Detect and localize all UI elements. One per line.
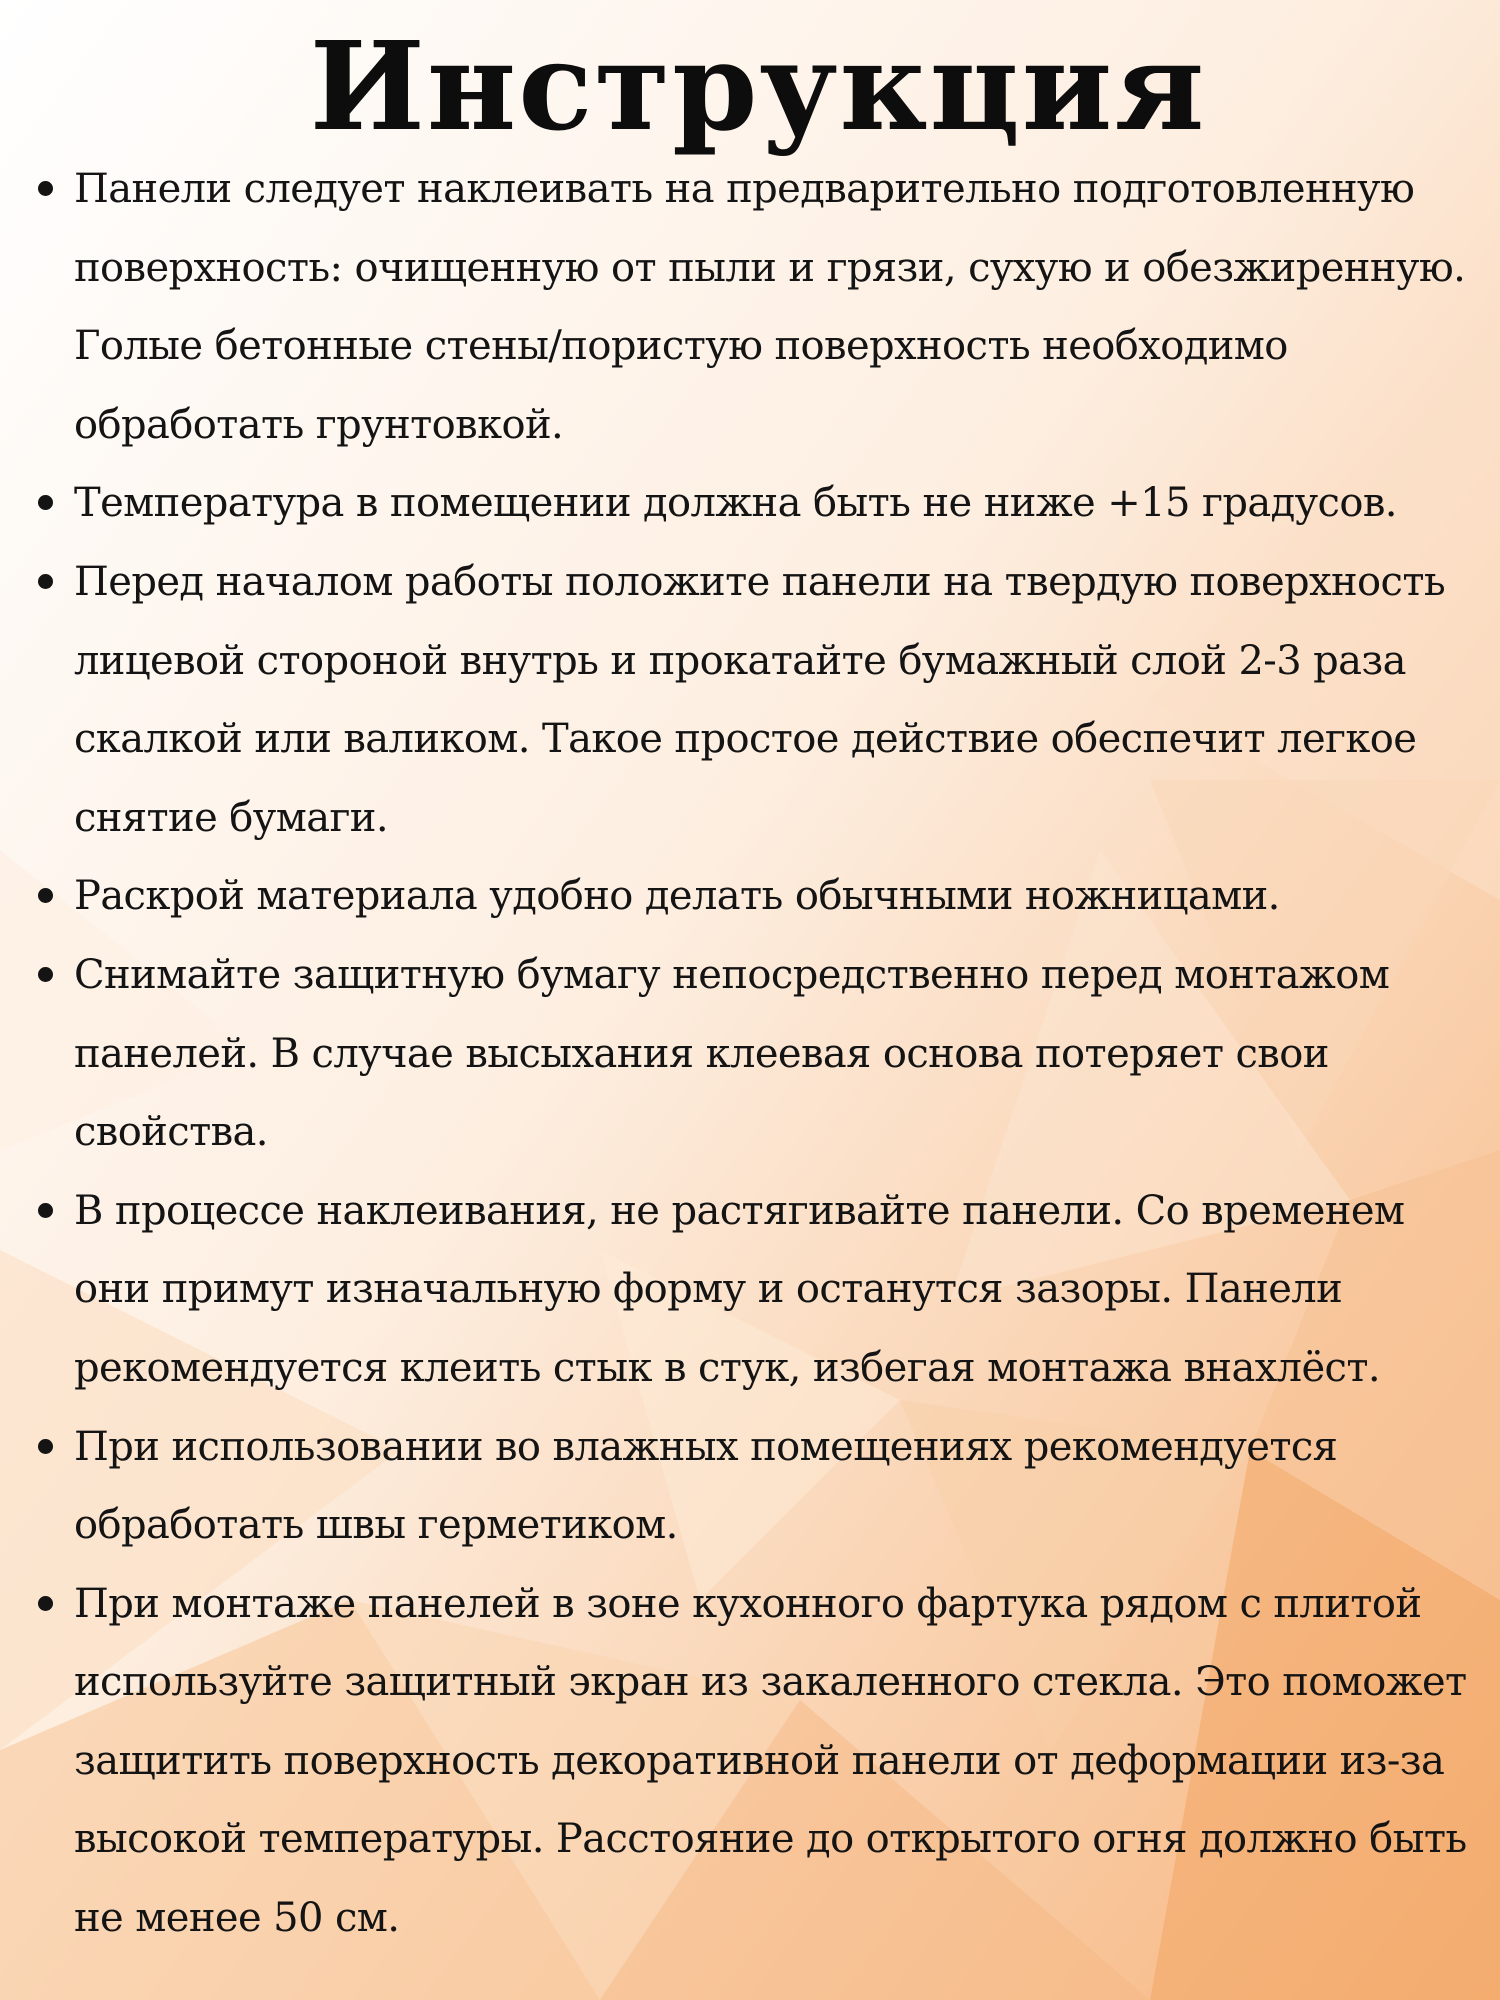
list-item-text: Раскрой материала удобно делать обычными ножницами. [74,873,1280,920]
bullet-icon [38,1596,53,1611]
list-item [32,1172,1484,1408]
list-item-text: Панели следует наклеивать на предварительно подготовленную поверхность: очищенную от пыли и грязи, сухую и обезжиренную. Голые бетонные стены/пористую поверхность необходимо обработать грунтовкой. [74,166,1466,448]
bullet-icon [38,1203,53,1218]
bullet-icon [38,888,53,903]
instruction-list [32,150,1484,1958]
bullet-icon [38,967,53,982]
list-item [32,857,1484,936]
list-item-text: Снимайте защитную бумагу непосредственно перед монтажом панелей. В случае высыхания клеевая основа потеряет свои свойства. [74,951,1390,1156]
bullet-icon [38,574,53,589]
page-title: Инструкция [309,14,1207,158]
list-item [32,150,1484,464]
list-item-text: Перед началом работы положите панели на твердую поверхность лицевой стороной внутрь и прокатайте бумажный слой 2-3 раза скалкой или валиком. Такое простое действие обеспечит легкое снятие бумаги. [74,558,1446,841]
list-item-text: В процессе наклеивания, не растягивайте панели. Со временем они примут изначальную форму и останутся зазоры. Панели рекомендуется клеить стык в стук, избегая монтажа внахлёст. [74,1187,1405,1391]
list-item [32,936,1484,1172]
list-item-text: Температура в помещении должна быть не ниже +15 градусов. [74,480,1397,527]
list-item [32,543,1484,857]
list-item [32,1408,1484,1565]
list-item-text: При использовании во влажных помещениях рекомендуется обработать швы герметиком. [74,1423,1338,1549]
bullet-icon [38,1439,53,1454]
list-item [32,464,1484,543]
bullet-icon [38,495,53,510]
list-item [32,1565,1484,1958]
list-item-text: При монтаже панелей в зоне кухонного фартука рядом с плитой используйте защитный экран из закаленного стекла. Это поможет защитить поверхность декоративной панели от деформации из-за высокой температуры. Расстояние до открытого огня должно быть не менее 50 см. [74,1580,1467,1942]
bullet-icon [38,181,53,196]
